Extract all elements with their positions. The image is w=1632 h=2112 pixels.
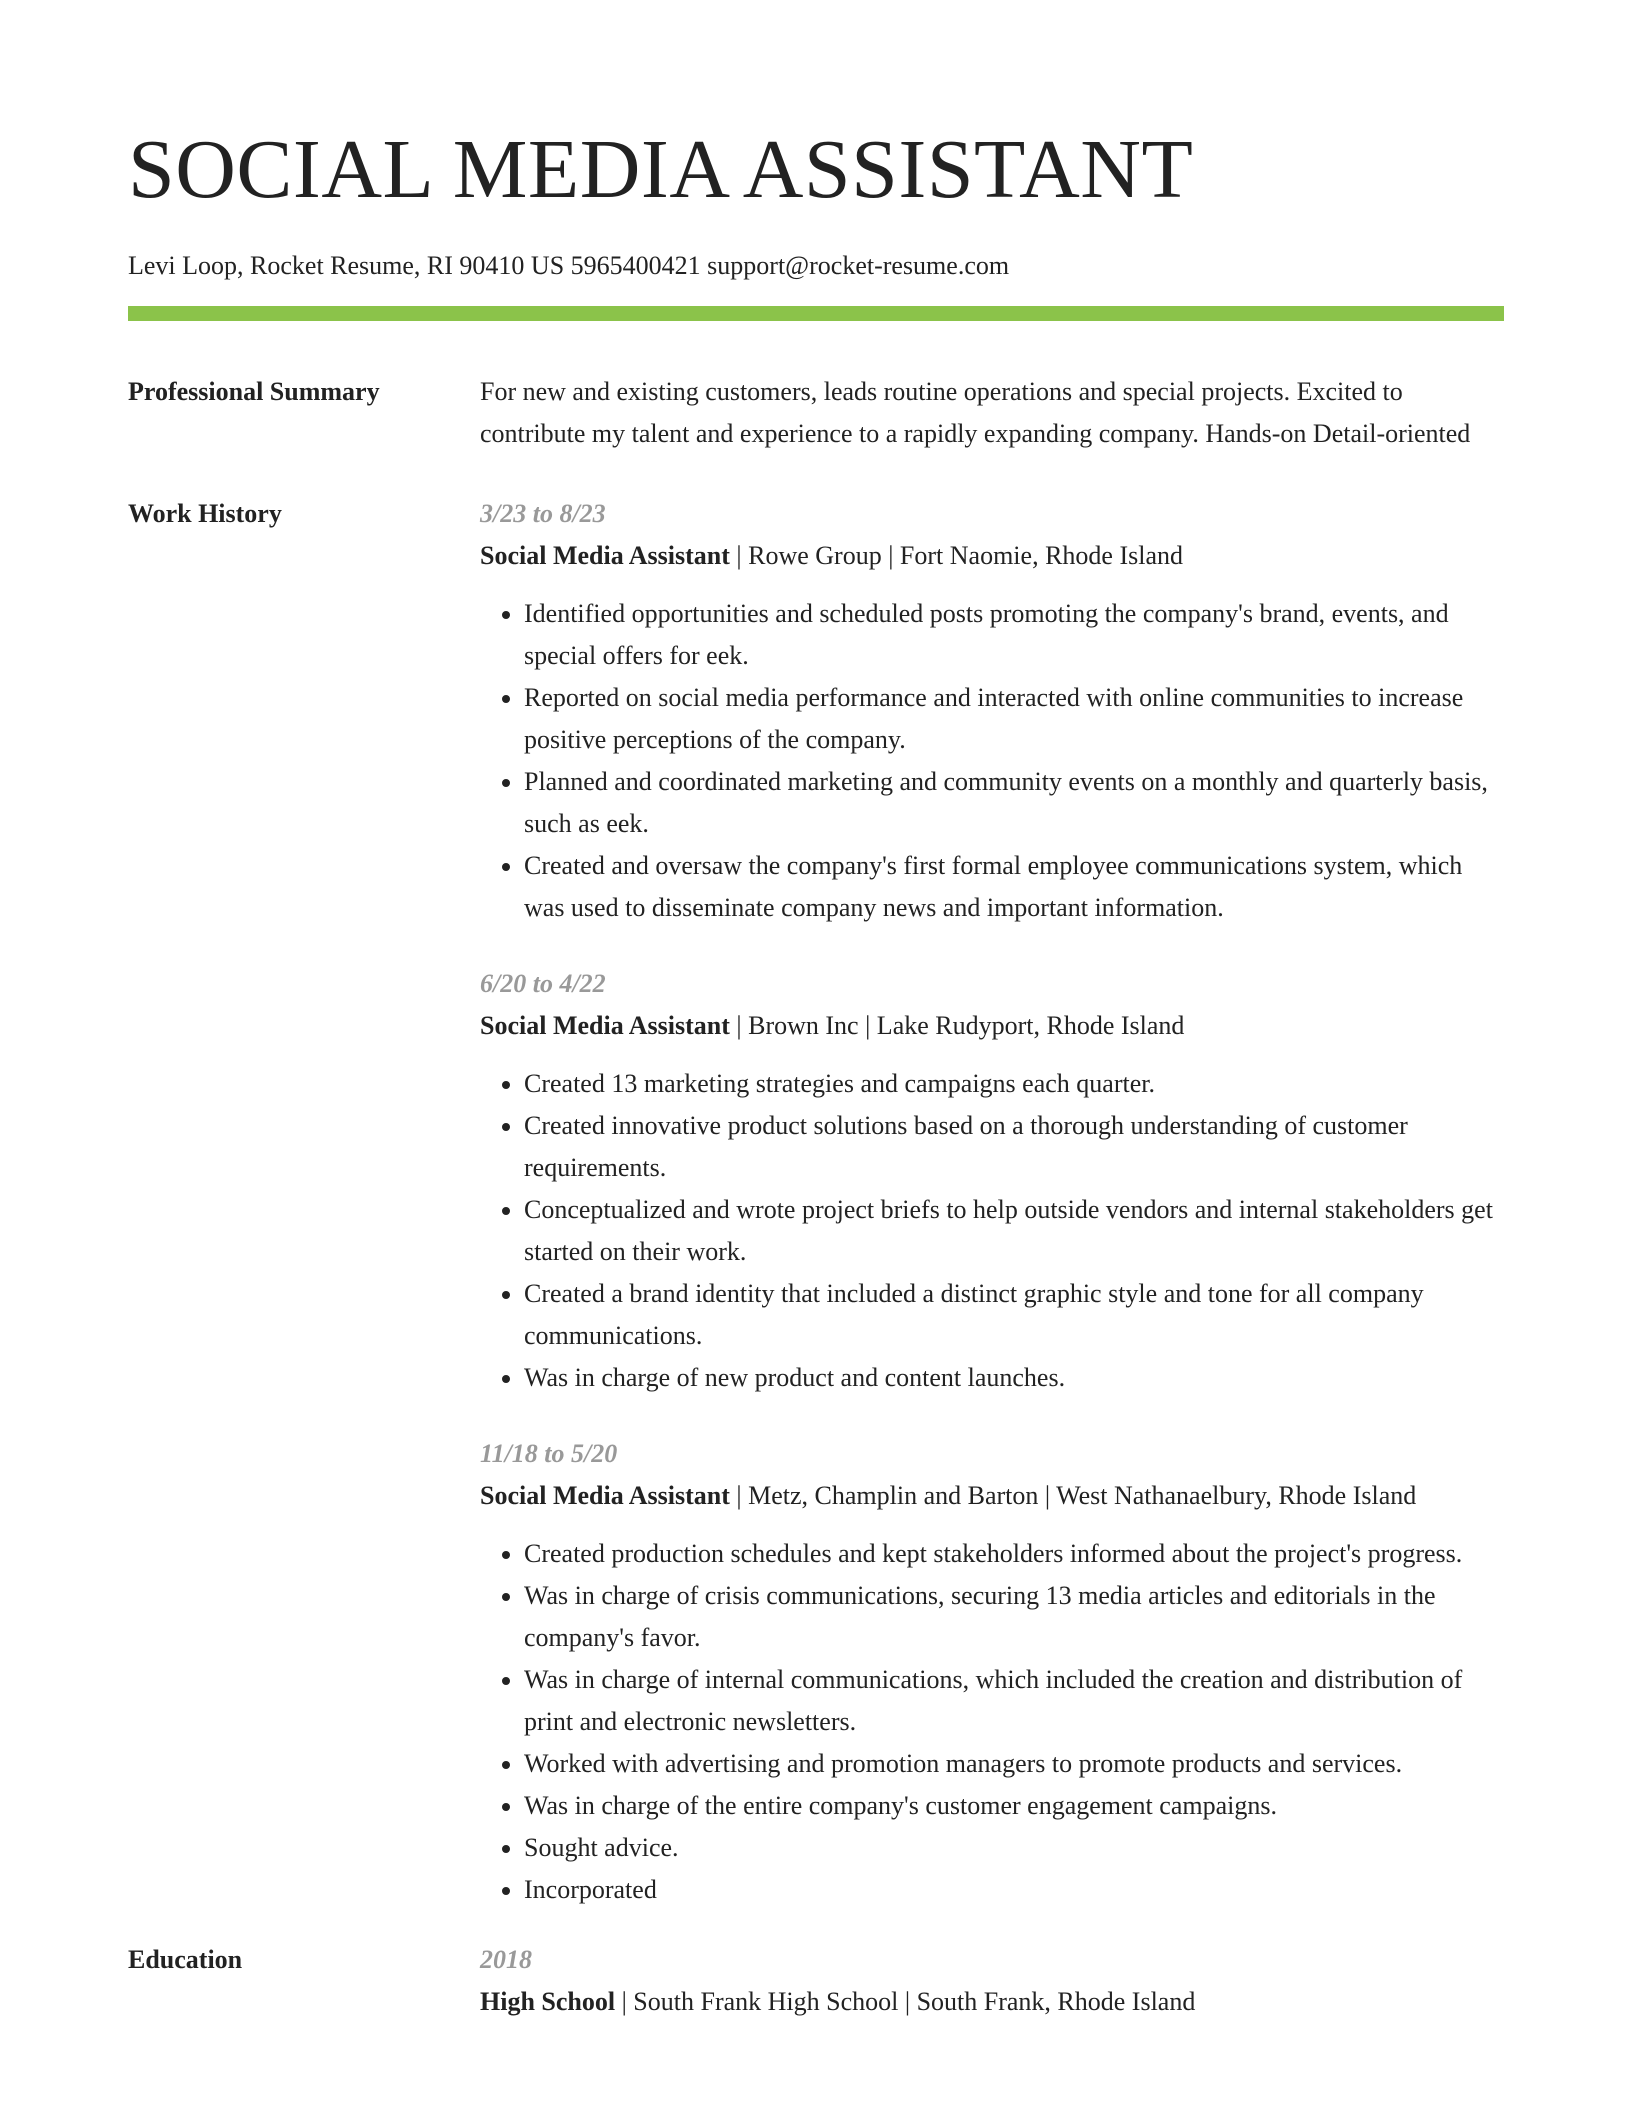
education-title: High School	[480, 1987, 616, 2016]
job-title: Social Media Assistant	[480, 1011, 730, 1040]
job-heading	[480, 1005, 1504, 1047]
education-entry	[480, 1939, 1504, 2023]
job-bullets	[480, 1533, 1504, 1911]
list-item: • Created and oversaw the company's first formal employee communications system, which was used to disseminate company news and important information.	[524, 845, 1504, 929]
list-item: • Conceptualized and wrote project briefs to help outside vendors and internal stakeholders get started on their work.	[524, 1189, 1504, 1273]
list-item: • Worked with advertising and promotion managers to promote products and services.	[524, 1743, 1504, 1785]
job-details: | Rowe Group | Fort Naomie, Rhode Island	[729, 541, 1183, 570]
list-item: • Was in charge of new product and content launches.	[524, 1357, 1504, 1399]
job-dates: 6/20 to 4/22	[480, 969, 606, 998]
list-item: • Was in charge of internal communications, which included the creation and distribution of print and electronic newsletters.	[524, 1659, 1504, 1743]
list-item: • Created innovative product solutions based on a thorough understanding of customer requirements.	[524, 1105, 1504, 1189]
list-item: • Created 13 marketing strategies and campaigns each quarter.	[524, 1063, 1504, 1105]
resume-title: SOCIAL MEDIA ASSISTANT	[128, 123, 1194, 216]
job-bullets	[480, 593, 1504, 929]
section-label-work: Work History	[128, 499, 282, 528]
work-history-section	[128, 493, 1504, 1911]
job-dates: 3/23 to 8/23	[480, 499, 606, 528]
list-item: • Reported on social media performance and interacted with online communities to increase positive perceptions of the company.	[524, 677, 1504, 761]
contact-line: Levi Loop, Rocket Resume, RI 90410 US 5965400421 support@rocket-resume.com	[128, 251, 1010, 280]
list-item: • Sought advice.	[524, 1827, 1504, 1869]
job-heading	[480, 1475, 1504, 1517]
list-item: • Incorporated	[524, 1869, 1504, 1911]
professional-summary-section	[128, 371, 1504, 455]
education-dates: 2018	[480, 1945, 532, 1974]
job-entry	[480, 493, 1504, 929]
education-heading	[480, 1981, 1504, 2023]
work-history-list	[480, 493, 1504, 1911]
education-details: | South Frank High School | South Frank, Rhode Island	[615, 1987, 1196, 2016]
job-title: Social Media Assistant	[480, 541, 730, 570]
job-heading	[480, 535, 1504, 577]
section-label-education: Education	[128, 1945, 243, 1974]
list-item: • Planned and coordinated marketing and community events on a monthly and quarterly basis, such as eek.	[524, 761, 1504, 845]
job-title: Social Media Assistant	[480, 1481, 730, 1510]
education-section	[128, 1939, 1504, 2023]
job-dates: 11/18 to 5/20	[480, 1439, 618, 1468]
education-list	[480, 1939, 1504, 2023]
list-item: • Created production schedules and kept stakeholders informed about the project's progress.	[524, 1533, 1504, 1575]
summary-text: For new and existing customers, leads routine operations and special projects. Excited to contribute my talent and experience to a rapidly expanding company. Hands-on Detail-oriented	[480, 377, 1471, 448]
job-details: | Brown Inc | Lake Rudyport, Rhode Island	[729, 1011, 1185, 1040]
list-item: • Created a brand identity that included a distinct graphic style and tone for all company communications.	[524, 1273, 1504, 1357]
list-item: • Identified opportunities and scheduled posts promoting the company's brand, events, and special offers for eek.	[524, 593, 1504, 677]
job-entry	[480, 963, 1504, 1399]
job-bullets	[480, 1063, 1504, 1399]
header-divider	[128, 306, 1504, 321]
list-item: • Was in charge of the entire company's customer engagement campaigns.	[524, 1785, 1504, 1827]
section-label-summary: Professional Summary	[128, 377, 380, 406]
job-entry	[480, 1433, 1504, 1911]
list-item: • Was in charge of crisis communications, securing 13 media articles and editorials in the company's favor.	[524, 1575, 1504, 1659]
resume-page	[128, 0, 1504, 2023]
job-details: | Metz, Champlin and Barton | West Nathanaelbury, Rhode Island	[729, 1481, 1417, 1510]
